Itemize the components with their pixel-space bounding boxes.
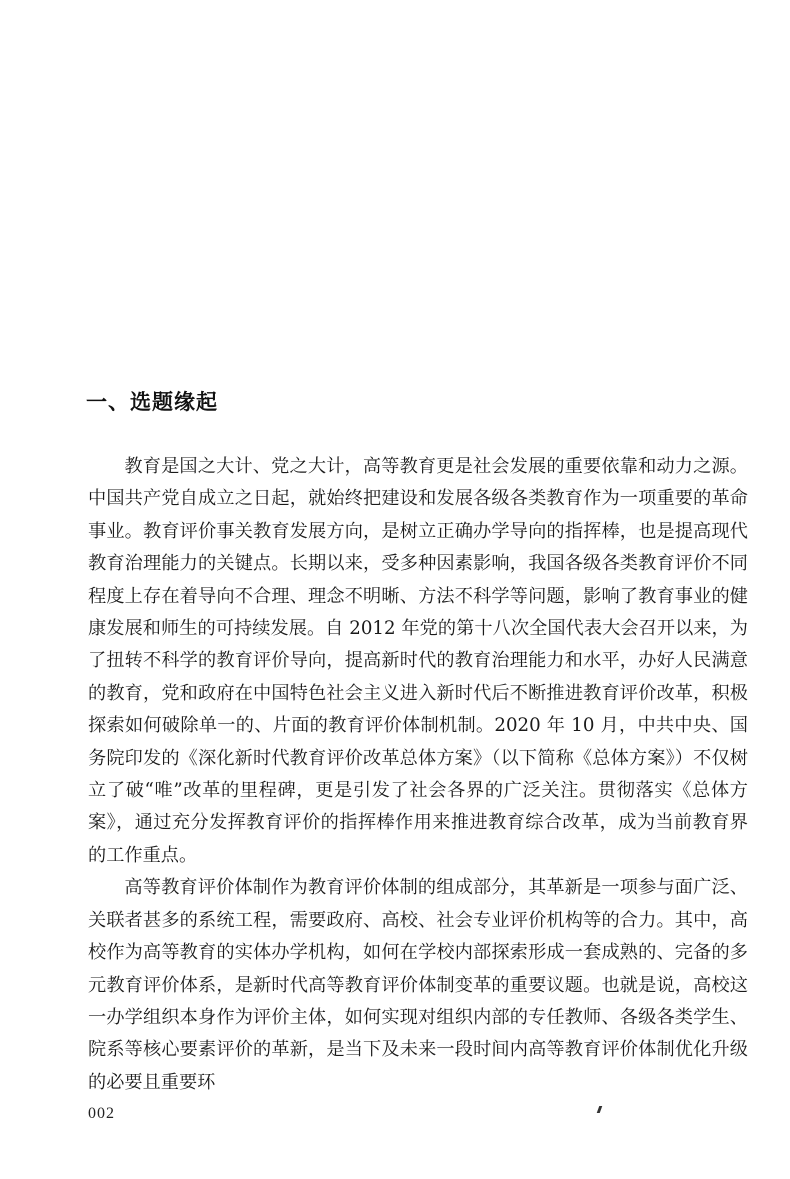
section-heading: 一、选题缘起 (86, 390, 218, 414)
page-number: 002 (88, 1105, 115, 1122)
body-text (88, 451, 748, 1099)
print-mark (597, 1106, 603, 1113)
paragraph-2: 高等教育评价体制作为教育评价体制的组成部分，其革新是一项参与面广泛、关联者甚多的系统工程，需要政府、高校、社会专业评价机构等的合力。其中，高校作为高等教育的实体办学机构，如何在学校内部探索形成一套成熟的、完备的多元教育评价体系，是新时代高等教育评价体制变革的重要议题。也就是说，高校这一办学组织本身作为评价主体，如何实现对组织内部的专任教师、各级各类学生、院系等核心要素评价的革新，是当下及未来一段时间内高等教育评价体制优化升级的必要且重要环 (88, 877, 748, 1093)
paragraph-1: 教育是国之大计、党之大计，高等教育更是社会发展的重要依靠和动力之源。中国共产党自成立之日起，就始终把建设和发展各级各类教育作为一项重要的革命事业。教育评价事关教育发展方向，是树立正确办学导向的指挥棒，也是提高现代教育治理能力的关键点。长期以来，受多种因素影响，我国各级各类教育评价不同程度上存在着导向不合理、理念不明晰、方法不科学等问题，影响了教育事业的健康发展和师生的可持续发展。自 2012 年党的第十八次全国代表大会召开以来，为了扭转不科学的教育评价导向，提高新时代的教育治理能力和水平，办好人民满意的教育，党和政府在中国特色社会主义进入新时代后不断推进教育评价改革，积极探索如何破除单一的、片面的教育评价体制机制。2020 年 10 月，中共中央、国务院印发的《深化新时代教育评价改革总体方案》（以下简称《总体方案》）不仅树立了破“唯”改革的里程碑，更是引发了社会各界的广泛关注。贯彻落实《总体方案》，通过充分发挥教育评价的指挥棒作用来推进教育综合改革，成为当前教育界的工作重点。 (88, 456, 748, 866)
